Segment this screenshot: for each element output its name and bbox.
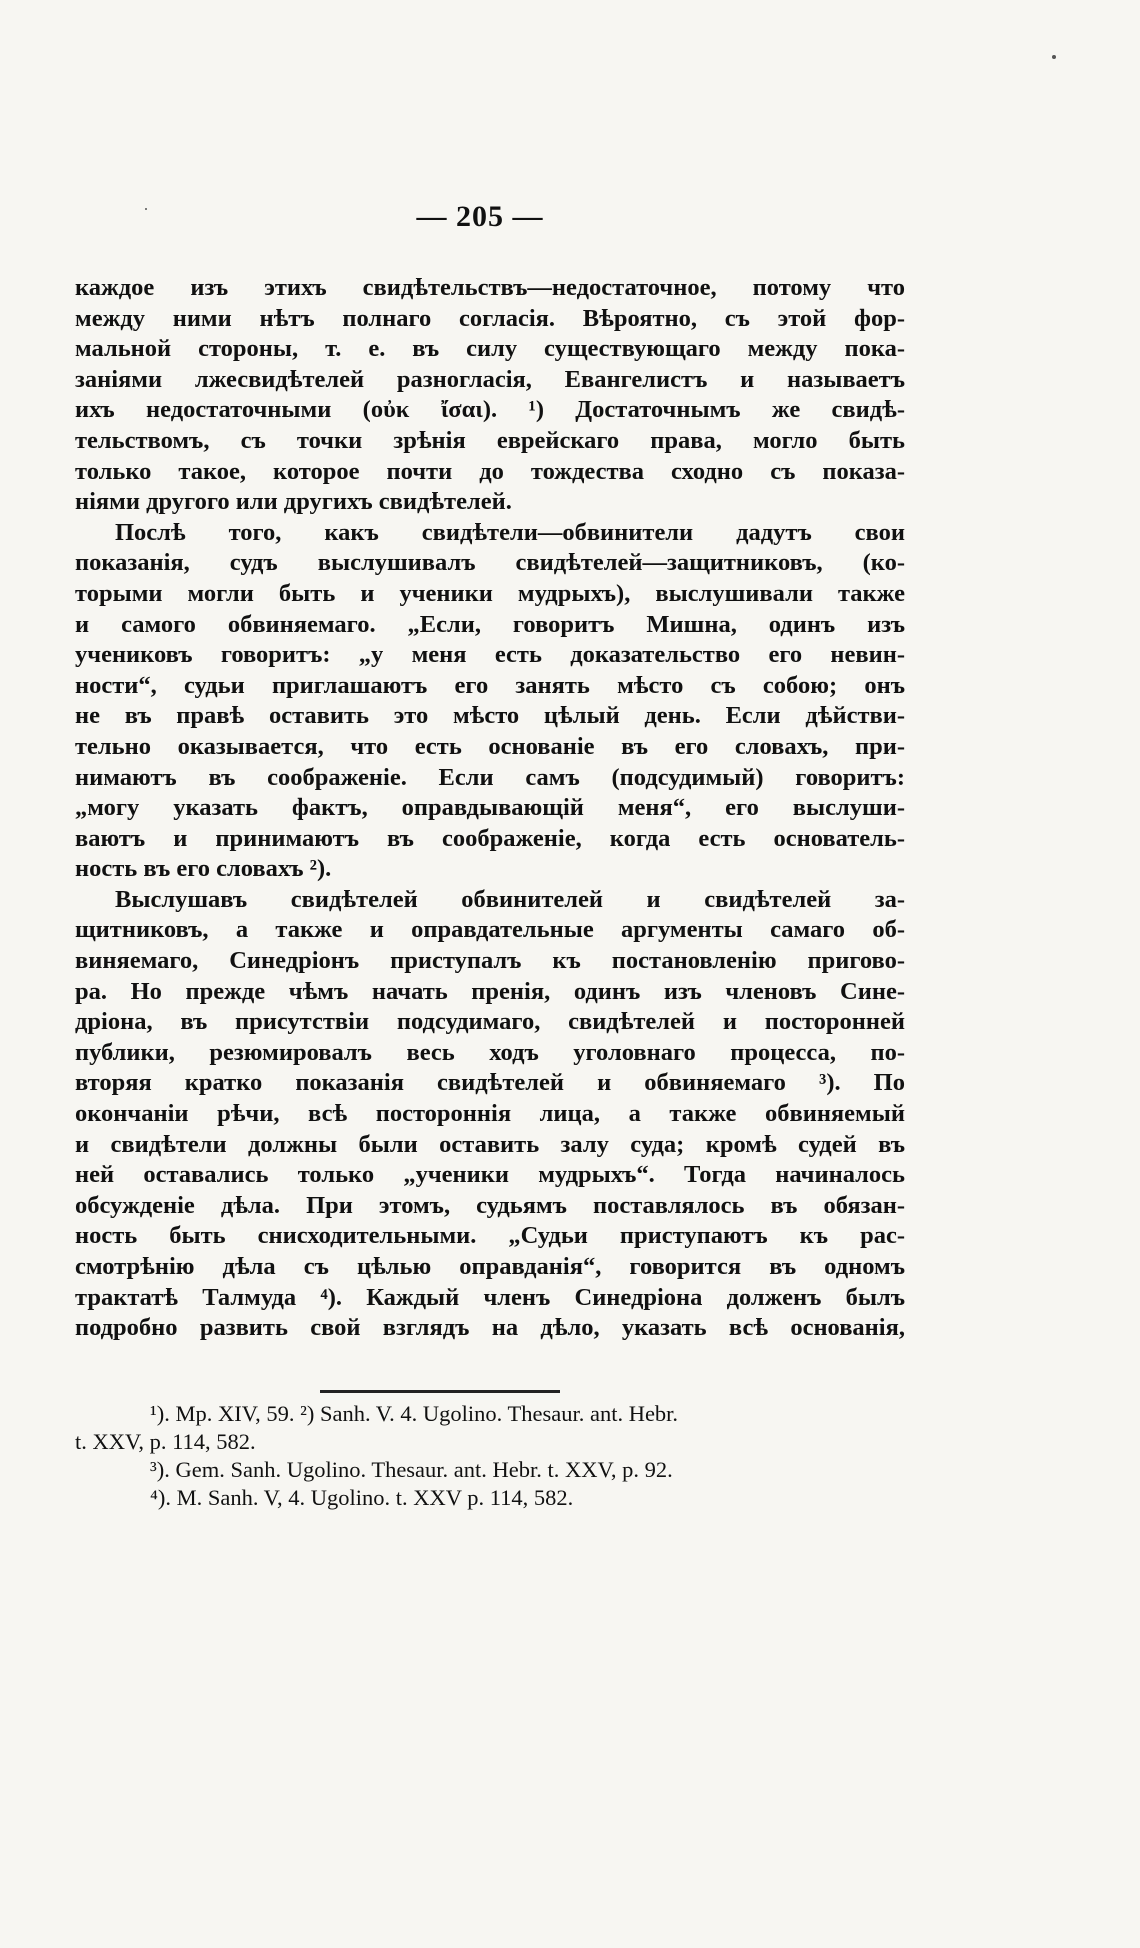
text-line: ности“, судьи приглашаютъ его занять мѣсто съ собою; онъ [75,671,905,699]
text-line: торыми могли быть и ученики мудрыхъ), выслушивали также [75,579,905,607]
footnote-line: t. XXV, p. 114, 582. [75,1429,256,1454]
text-line: щитниковъ, а также и оправдательные аргументы самаго об- [75,916,905,944]
paragraph-1 [75,273,905,518]
text-line: показанія, судъ выслушивалъ свидѣтелей—защитниковъ, (ко- [75,549,905,577]
paper-speck [145,208,147,210]
text-line: публики, резюмировалъ весь ходъ уголовнаго процесса, по- [75,1038,905,1066]
text-line: и свидѣтели должны были оставить залу суда; кромѣ судей въ [75,1130,905,1158]
text-line: смотрѣнію дѣла съ цѣлью оправданія“, говорится въ одномъ [75,1253,905,1280]
text-line: учениковъ говоритъ: „у меня есть доказательство его невин- [75,641,905,669]
text-line: трактатѣ Талмуда ⁴). Каждый членъ Синедріона долженъ былъ [75,1283,905,1311]
text-line: тельствомъ, съ точки зрѣнія еврейскаго права, могло быть [75,426,905,454]
text-line: ваютъ и принимаютъ въ соображеніе, когда есть основатель- [75,824,905,852]
text-line: виняемаго, Синедріонъ приступалъ къ постановленію пригово- [75,947,905,975]
text-line: ра. Но прежде чѣмъ начать пренія, одинъ изъ членовъ Сине- [75,977,905,1005]
text-line: ность въ его словахъ ²). [75,855,332,883]
footnote-line: ⁴). M. Sanh. V, 4. Ugolino. t. XXV p. 114, 582. [150,1485,574,1510]
paragraph-2 [75,518,905,885]
footnote-line: ³). Gem. Sanh. Ugolino. Thesaur. ant. Hebr. t. XXV, p. 92. [150,1457,673,1482]
text-line: ней оставались только „ученики мудрыхъ“. Тогда начиналось [75,1161,905,1189]
text-line: ность быть снисходительными. „Судьи приступаютъ къ рас- [75,1222,905,1250]
paragraph-3 [75,885,905,1344]
text-line: тельно оказывается, что есть основаніе въ его словахъ, при- [75,732,905,760]
paper-speck [1052,55,1056,59]
text-line: окончаніи рѣчи, всѣ постороннія лица, а также обвиняемый [75,1100,905,1128]
text-line: вторяя кратко показанія свидѣтелей и обвиняемаго ³). По [75,1069,905,1097]
text-line: каждое изъ этихъ свидѣтельствъ—недостаточное, потому что [75,274,905,301]
text-line: заніями лжесвидѣтелей разногласія, Евангелистъ и называетъ [75,365,905,393]
text-line: мальной стороны, т. е. въ силу существующаго между пока- [75,335,905,363]
text-line: не въ правѣ оставить это мѣсто цѣлый день. Если дѣйстви- [75,702,905,730]
text-line: Послѣ того, какъ свидѣтели—обвинители дадутъ свои [115,518,905,546]
footnote-divider [320,1390,560,1393]
text-line: и самого обвиняемаго. „Если, говоритъ Мишна, одинъ изъ [75,610,905,638]
text-line: обсужденіе дѣла. При этомъ, судьямъ поставлялось въ обязан- [75,1191,905,1219]
text-line: ихъ недостаточными (οὐκ ἴσαι). ¹) Достаточнымъ же свидѣ- [75,396,905,424]
text-line: подробно развить свой взглядъ на дѣло, указать всѣ основанія, [75,1314,905,1342]
footnotes [75,1400,905,1512]
body-text [75,273,905,1344]
text-line: дріона, въ присутствіи подсудимаго, свидѣтелей и посторонней [75,1008,905,1036]
text-line: нимаютъ въ соображеніе. Если самъ (подсудимый) говоритъ: [75,763,905,791]
page-number: — 205 — [416,200,544,233]
text-line: только такое, которое почти до тождества сходно съ показа- [75,457,905,485]
text-line: „могу указать фактъ, оправдывающій меня“, его выслуши- [75,794,905,822]
text-line: между ними нѣтъ полнаго согласія. Вѣроятно, съ этой фор- [75,304,905,332]
text-line: ніями другого или другихъ свидѣтелей. [75,488,512,516]
text-line: Выслушавъ свидѣтелей обвинителей и свидѣтелей за- [115,885,905,913]
footnote-line: ¹). Mp. XIV, 59. ²) Sanh. V. 4. Ugolino. Thesaur. ant. Hebr. [150,1401,679,1426]
